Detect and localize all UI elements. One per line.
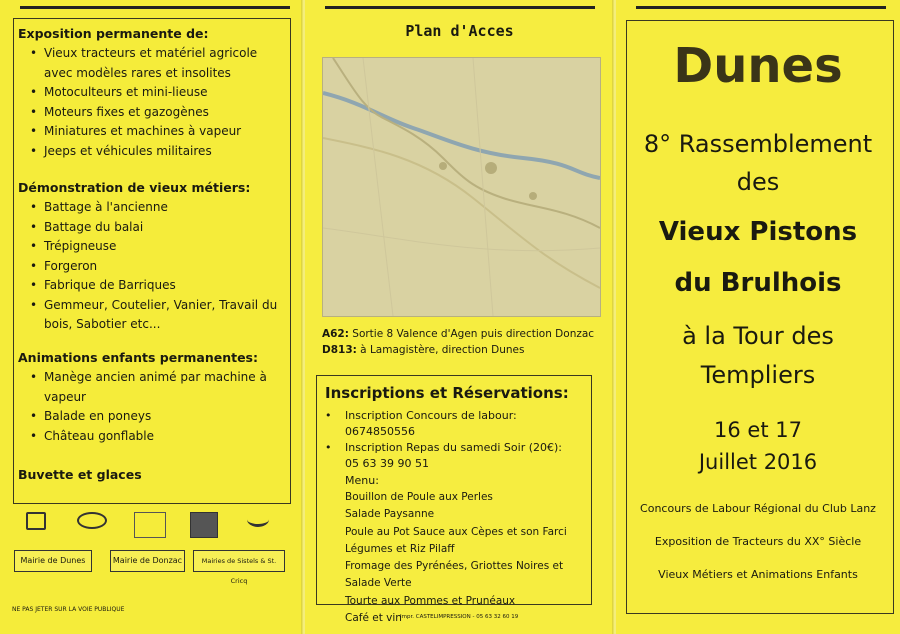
list-item: • Moteurs fixes et gazogènes: [44, 103, 280, 123]
menu-item: Salade Paysanne: [345, 508, 435, 521]
inscription-repas: Inscription Repas du samedi Soir (20€):: [345, 441, 563, 454]
event-highlight-1: Concours de Labour Régional du Club Lanz: [640, 502, 876, 515]
section-title: Animations enfants permanentes:: [18, 350, 258, 365]
event-highlight-3: Vieux Métiers et Animations Enfants: [658, 568, 858, 581]
cover-panel: [616, 0, 900, 634]
logo-departement: [190, 512, 218, 542]
cover-line-3: Vieux Pistons: [658, 217, 858, 247]
event-date-days: 16 et 17: [714, 418, 802, 442]
inscription-concours: Inscription Concours de labour: 0674850556: [345, 409, 517, 438]
menu-item: Bouillon de Poule aux Perles: [345, 491, 493, 503]
cover-line-1: 8° Rassemblement: [643, 130, 873, 158]
cover-title: Dunes: [673, 38, 843, 94]
list-item: • Battage à l'ancienne: [44, 198, 280, 218]
cover-line-5: à la Tour des: [682, 322, 834, 350]
event-date-month: Juillet 2016: [698, 450, 818, 474]
inscriptions-title: Inscriptions et Réservations:: [325, 384, 569, 402]
logo-credit-agricole: [242, 512, 274, 542]
top-rule: [20, 6, 290, 9]
menu-item: Poule au Pot Sauce aux Cèpes et son Farci: [345, 525, 567, 538]
list-item: • Fabrique de Barriques: [44, 276, 280, 296]
buvette-label: Buvette et glaces: [18, 467, 142, 482]
list-item: • Vieux tracteurs et matériel agricole avec modèles rares et insolites: [44, 44, 280, 83]
road-label: A62:: [322, 328, 349, 340]
logo-region: [132, 512, 168, 542]
menu-list: [325, 489, 585, 627]
left-panel: [0, 0, 303, 634]
section-title: Exposition permanente de:: [18, 26, 209, 41]
cover-box: [626, 20, 894, 614]
list-item: • Château gonflable: [44, 427, 280, 447]
road-label: D813:: [322, 344, 357, 356]
printer-credit: Impr. CASTELIMPRESSION - 05 63 32 60 19: [400, 614, 519, 620]
phone-number: 05 63 39 90 51: [345, 457, 429, 470]
logo-lot-et-garonne: [22, 512, 50, 542]
menu-item: Légumes et Riz Pilaff: [345, 542, 455, 555]
mairie-sistels: Mairies de Sistels & St. Cricq: [193, 550, 285, 572]
direction-text: Sortie 8 Valence d'Agen puis direction Donzac: [348, 328, 595, 340]
top-rule: [325, 6, 595, 9]
cover-line-6: Templiers: [700, 361, 816, 389]
item-list: [18, 44, 280, 161]
inscription-line: • Inscription Concours de labour: 0674850556: [325, 409, 517, 438]
section-animations: [18, 350, 280, 454]
list-item: • Gemmeur, Coutelier, Vanier, Travail du bois, Sabotier etc...: [44, 296, 280, 335]
menu-item: Fromage des Pyrénées, Griottes Noires et Salade Verte: [345, 560, 564, 590]
mairie-donzac: Mairie de Donzac: [110, 550, 185, 572]
direction-a62: [322, 328, 594, 340]
inscription-line: • Inscription Repas du samedi Soir (20€):: [325, 441, 563, 454]
menu-item: Café et vin: [345, 612, 402, 625]
footnote: NE PAS JETER SUR LA VOIE PUBLIQUE: [12, 606, 125, 613]
section-exposition: [18, 26, 280, 169]
item-list: [18, 198, 280, 335]
cover-line-2: des: [736, 168, 780, 196]
list-item: • Jeeps et véhicules militaires: [44, 142, 280, 162]
direction-d813: [322, 344, 524, 356]
map-drawing: [323, 58, 600, 316]
menu-item: Tourte aux Pommes et Prunéaux: [345, 594, 516, 607]
inscriptions-body: [325, 408, 587, 627]
direction-text: à Lamagistère, direction Dunes: [356, 344, 525, 356]
list-item: • Manège ancien animé par machine à vapeur: [44, 368, 280, 407]
mairie-dunes: Mairie de Dunes: [14, 550, 92, 572]
cover-line-4: du Brulhois: [674, 268, 842, 298]
list-item: • Motoculteurs et mini-lieuse: [44, 83, 280, 103]
logo-communaute-communes: [72, 512, 112, 542]
event-highlight-2: Exposition de Tracteurs du XX° Siècle: [654, 535, 862, 548]
menu-label: Menu:: [345, 474, 379, 487]
plan-title: Plan d'Acces: [405, 22, 514, 40]
section-demonstration: [18, 180, 280, 343]
list-item: • Forgeron: [44, 257, 280, 277]
list-item: • Trépigneuse: [44, 237, 280, 257]
access-map: [322, 57, 601, 317]
item-list: [18, 368, 280, 446]
list-item: • Miniatures et machines à vapeur: [44, 122, 280, 142]
top-rule: [636, 6, 886, 9]
list-item: • Balade en poneys: [44, 407, 280, 427]
list-item: • Battage du balai: [44, 218, 280, 238]
section-title: Démonstration de vieux métiers:: [18, 180, 251, 195]
